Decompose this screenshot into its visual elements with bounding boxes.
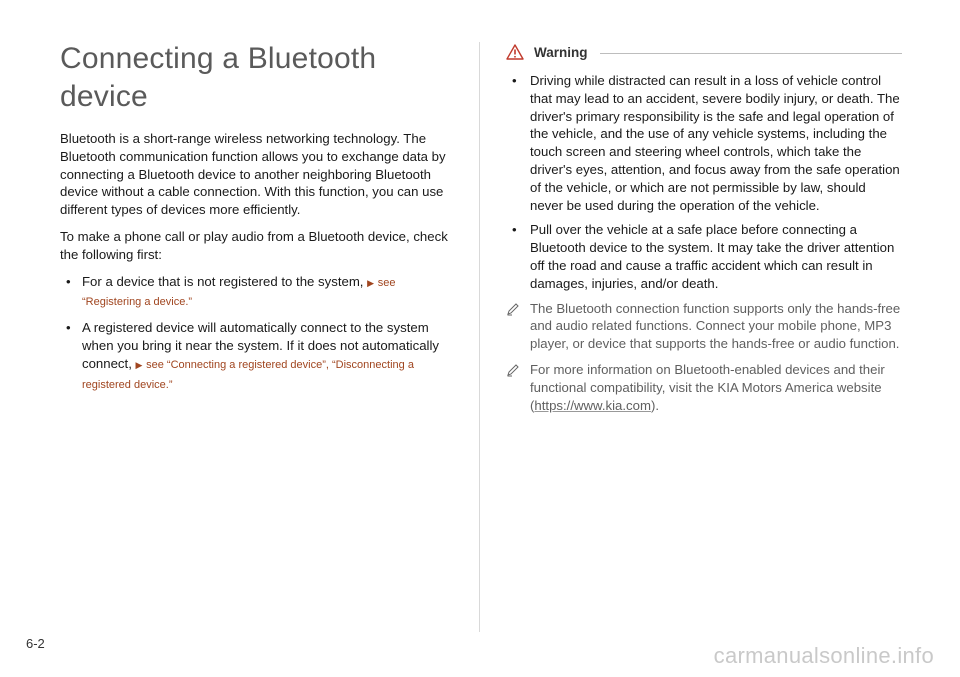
intro-paragraph: Bluetooth is a short-range wireless networking technology. The Bluetooth communication function allows you to exchange data by connecting a Bluetooth device to another neighboring Bluetooth device without a cable connection. With this function, you can use different types of devices more efficiently. — [60, 131, 446, 218]
warning-triangle-icon — [506, 44, 524, 60]
prerequisite-list — [60, 273, 456, 395]
prerequisite-paragraph: To make a phone call or play audio from a Bluetooth device, check the following first: — [60, 228, 448, 262]
watermark: carmanualsonline.info — [713, 643, 934, 668]
list-item — [506, 221, 902, 292]
list-item — [60, 319, 456, 394]
bullet-icon: • — [66, 320, 71, 336]
warning-list — [506, 72, 902, 293]
bullet-text: For a device that is not registered to the system, — [82, 273, 364, 289]
warning-text: Pull over the vehicle at a safe place before connecting a Bluetooth device to the system. It may take the driver attention off the road and cause a traffic accident which can result in damages, injuries, and/or death. — [530, 222, 895, 291]
warning-header — [506, 42, 902, 62]
bullet-icon: • — [66, 273, 71, 289]
note-item — [506, 361, 902, 414]
cross-reference-link[interactable]: see “Registering a device.” — [82, 276, 396, 309]
list-item — [506, 72, 902, 214]
reference-arrow-icon: ▶ — [367, 277, 375, 288]
left-column — [60, 40, 456, 401]
reference-arrow-icon: ▶ — [135, 359, 143, 370]
page-number: 6-2 — [26, 636, 45, 651]
cross-reference-link[interactable]: see “Connecting a registered device”, “Disconnecting a registered device.” — [82, 358, 414, 391]
bullet-text: A registered device will automatically connect to the system when you bring it near the system. If it does not automatically connect, — [82, 320, 439, 371]
warning-rule — [600, 53, 903, 54]
bullet-icon: • — [512, 73, 517, 88]
note-item — [506, 300, 902, 353]
right-column — [506, 42, 902, 422]
warning-text: Driving while distracted can result in a loss of vehicle control that may lead to an accident, severe bodily injury, or death. The driver's primary responsibility is the safe and legal operation of the vehicle, and the use of any vehicle systems, including the touch screen and steering wheel controls, which take the driver's eyes, attention, and focus away from the safe operation of the vehicle, or which are not permissible by law, should never be used during the operation of the vehicle. — [530, 73, 900, 213]
column-divider — [479, 42, 480, 632]
bullet-icon: • — [512, 222, 517, 238]
pencil-note-icon — [506, 302, 520, 316]
note-text: For more information on Bluetooth-enabled devices and their functional compatibility, visit the KIA Motors America website ( — [530, 361, 885, 413]
note-text-end: ). — [650, 397, 659, 413]
list-item — [60, 273, 456, 313]
page-title: Connecting a Bluetooth device — [60, 42, 377, 113]
note-text: The Bluetooth connection function supports only the hands-free and audio related functions. Connect your mobile phone, MP3 player, or device that supports the hands-free or audio function. — [530, 300, 901, 352]
pencil-note-icon — [506, 363, 520, 377]
warning-label: Warning — [534, 44, 588, 60]
kia-website-link[interactable]: https://www.kia.com — [534, 397, 651, 413]
